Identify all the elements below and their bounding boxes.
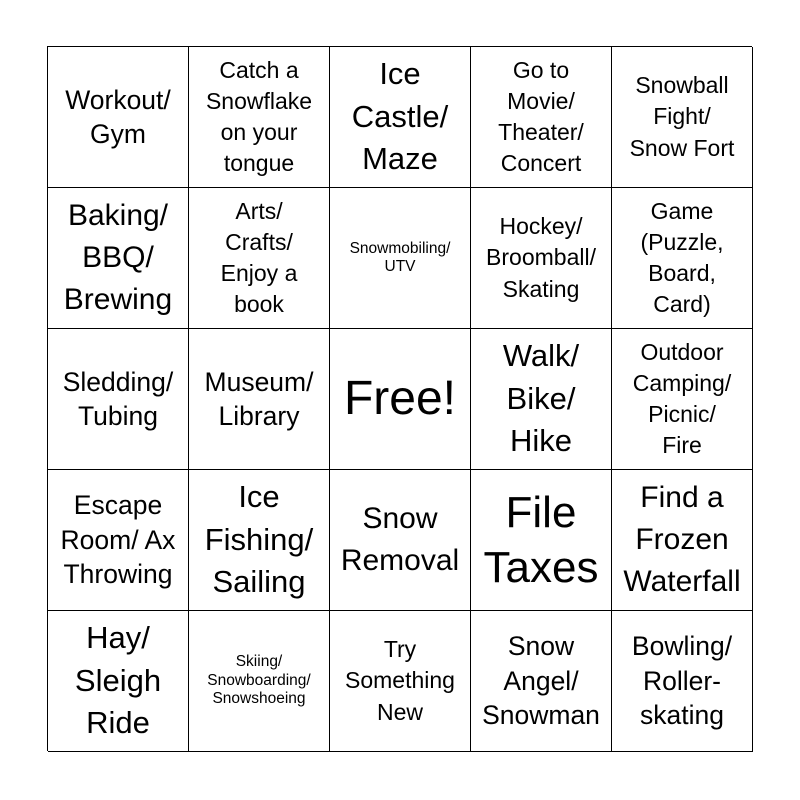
bingo-cell-r4c4[interactable] xyxy=(471,470,612,611)
bingo-cell-r3c4[interactable] xyxy=(471,329,612,470)
cell-label: Go to Movie/ Theater/ Concert xyxy=(498,56,584,177)
bingo-cell-r2c5[interactable] xyxy=(612,188,753,329)
bingo-cell-free[interactable] xyxy=(330,329,471,470)
cell-label: Museum/ Library xyxy=(204,366,314,431)
bingo-cell-r5c2[interactable] xyxy=(189,611,330,752)
bingo-cell-r2c1[interactable] xyxy=(48,188,189,329)
cell-label: Workout/ Gym xyxy=(65,84,171,149)
bingo-cell-r1c3[interactable] xyxy=(330,47,471,188)
bingo-cell-r3c2[interactable] xyxy=(189,329,330,470)
bingo-cell-r1c1[interactable] xyxy=(48,47,189,188)
cell-label: Escape Room/ Ax Throwing xyxy=(60,490,176,590)
bingo-cell-r4c3[interactable] xyxy=(330,470,471,611)
bingo-cell-r3c1[interactable] xyxy=(48,329,189,470)
cell-label: Baking/ BBQ/ Brewing xyxy=(63,199,173,316)
cell-label: Snow Angel/ Snowman xyxy=(482,631,600,731)
cell-label: Arts/ Crafts/ Enjoy a book xyxy=(220,197,298,318)
cell-label: Find a Frozen Waterfall xyxy=(623,481,741,598)
bingo-cell-r4c5[interactable] xyxy=(612,470,753,611)
cell-label: Bowling/ Roller- skating xyxy=(631,631,733,731)
cell-label: File Taxes xyxy=(483,487,599,592)
cell-label: Ice Castle/ Maze xyxy=(351,55,449,177)
bingo-cell-r3c5[interactable] xyxy=(612,329,753,470)
cell-label: Hay/ Sleigh Ride xyxy=(74,619,162,741)
bingo-cell-r5c4[interactable] xyxy=(471,611,612,752)
bingo-cell-r1c4[interactable] xyxy=(471,47,612,188)
cell-label: Try Something New xyxy=(345,636,455,725)
cell-label: Free! xyxy=(343,371,457,425)
bingo-cell-r5c5[interactable] xyxy=(612,611,753,752)
cell-label: Sledding/ Tubing xyxy=(62,366,174,431)
cell-label: Snowball Fight/ Snow Fort xyxy=(629,72,735,161)
cell-label: Snowmobiling/ UTV xyxy=(349,239,451,275)
bingo-cell-r2c2[interactable] xyxy=(189,188,330,329)
bingo-cell-r5c1[interactable] xyxy=(48,611,189,752)
cell-label: Skiing/ Snowboarding/ Snowshoeing xyxy=(207,653,311,708)
cell-label: Catch a Snowflake on your tongue xyxy=(205,56,313,177)
cell-label: Outdoor Camping/ Picnic/ Fire xyxy=(632,338,732,459)
bingo-cell-r1c5[interactable] xyxy=(612,47,753,188)
bingo-cell-r1c2[interactable] xyxy=(189,47,330,188)
cell-label: Game (Puzzle, Board, Card) xyxy=(640,197,724,318)
bingo-cell-r4c1[interactable] xyxy=(48,470,189,611)
bingo-board xyxy=(47,46,752,751)
bingo-cell-r5c3[interactable] xyxy=(330,611,471,752)
bingo-cell-r2c3[interactable] xyxy=(330,188,471,329)
cell-label: Walk/ Bike/ Hike xyxy=(502,337,580,459)
bingo-cell-r2c4[interactable] xyxy=(471,188,612,329)
cell-label: Ice Fishing/ Sailing xyxy=(204,478,314,600)
bingo-cell-r4c2[interactable] xyxy=(189,470,330,611)
cell-label: Snow Removal xyxy=(340,502,460,577)
cell-label: Hockey/ Broomball/ Skating xyxy=(486,213,596,302)
